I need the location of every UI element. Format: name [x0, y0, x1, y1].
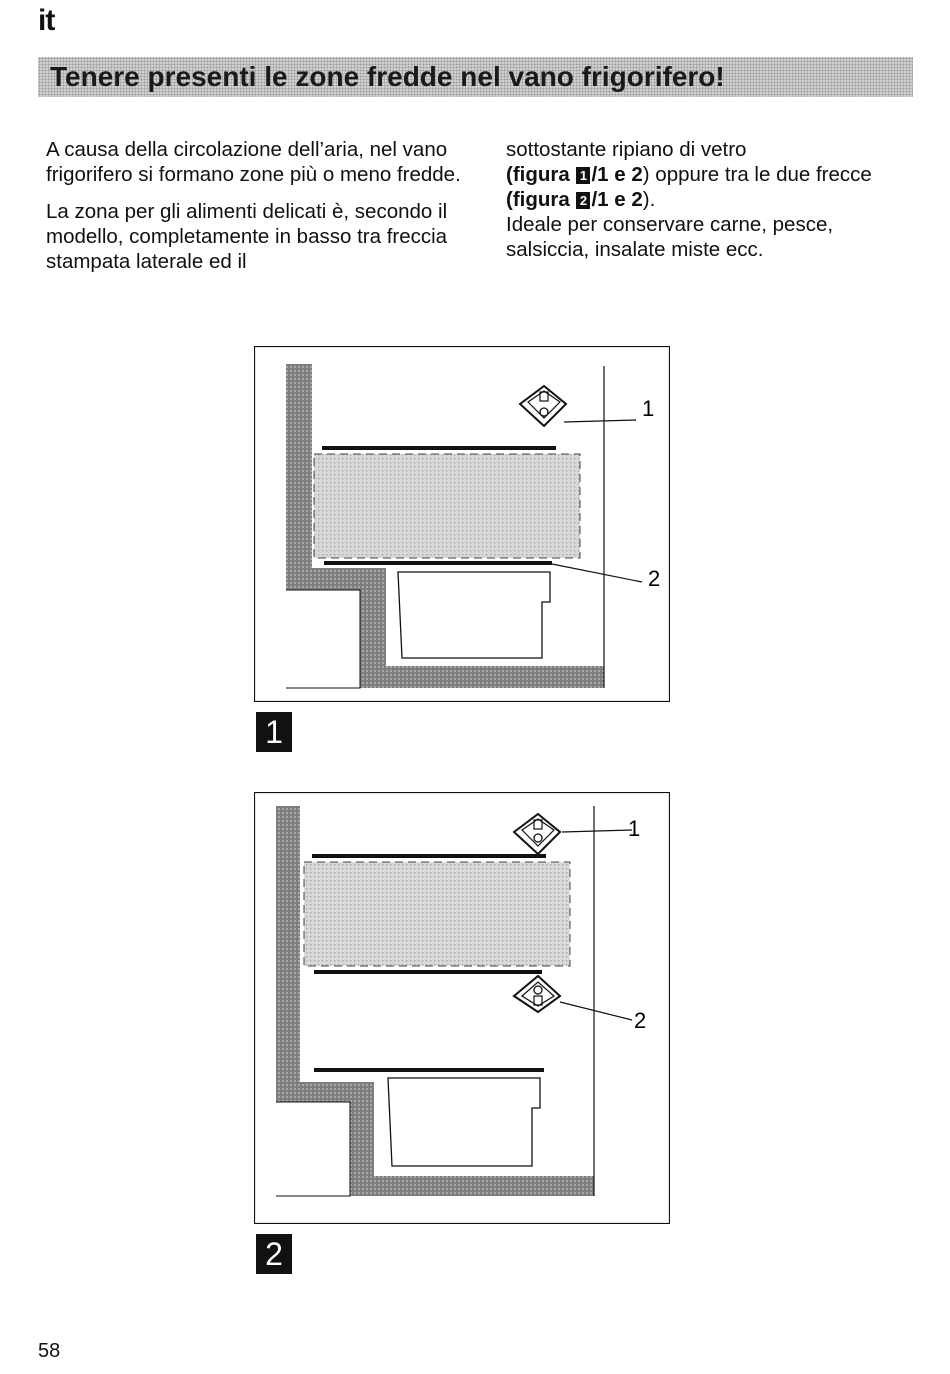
figure-2: [254, 792, 670, 1224]
paragraph-sensitive-zone: La zona per gli alimenti delicati è, secondo il modello, completamente in basso tra freccia stampata laterale ed il: [46, 200, 448, 273]
ref1-tail: ) oppure tra le due frecce: [642, 163, 872, 186]
printed-arrow-down-icon: [514, 814, 560, 854]
paragraph-continuation: [506, 137, 916, 262]
leader-line-1: [564, 420, 636, 422]
crisper-drawer: [398, 572, 550, 658]
figure-2-diagram: [254, 792, 670, 1224]
leader-line-2: [560, 1002, 632, 1020]
callout-1: 1: [628, 816, 641, 841]
figure-1-badge: 1: [256, 712, 292, 752]
title-band: [38, 57, 913, 97]
continuation-text: sottostante ripiano di vetro: [506, 138, 747, 161]
figure-number-box: 2: [576, 192, 590, 209]
cold-zone: [314, 454, 580, 558]
language-code: it: [38, 4, 55, 37]
paragraph-ideal-use: Ideale per conservare carne, pesce, salsiccia, insalate miste ecc.: [506, 213, 834, 261]
figure-1: [254, 346, 670, 702]
figure-2-badge: 2: [256, 1234, 292, 1274]
callout-2: 2: [648, 566, 661, 591]
figure-ref-2: (figura 2 /1 e 2: [506, 188, 643, 211]
crisper-drawer: [388, 1078, 540, 1166]
figure-1-diagram: [254, 346, 670, 702]
printed-arrow-icon: [520, 386, 566, 426]
callout-1: 1: [642, 396, 655, 421]
printed-arrow-up-icon: [514, 976, 560, 1012]
figure-number-box: 1: [576, 167, 590, 184]
ref2-tail: ).: [642, 188, 656, 211]
crisper-step: [276, 1102, 350, 1196]
callout-2: 2: [634, 1008, 647, 1033]
text-column-right: [506, 137, 916, 262]
leader-line-2: [552, 564, 642, 582]
figure-ref-1: (figura 1 /1 e 2: [506, 163, 643, 186]
leader-line-1: [562, 830, 632, 832]
page-number: 58: [38, 1340, 61, 1362]
cold-zone: [304, 862, 570, 966]
paragraph-intro: A causa della circolazione dell’aria, nel vano frigorifero si formano zone più o meno fredde.: [46, 138, 461, 186]
page-title: Tenere presenti le zone fredde nel vano frigorifero!: [50, 61, 725, 92]
crisper-step: [286, 590, 360, 688]
text-column-left: [46, 137, 466, 286]
